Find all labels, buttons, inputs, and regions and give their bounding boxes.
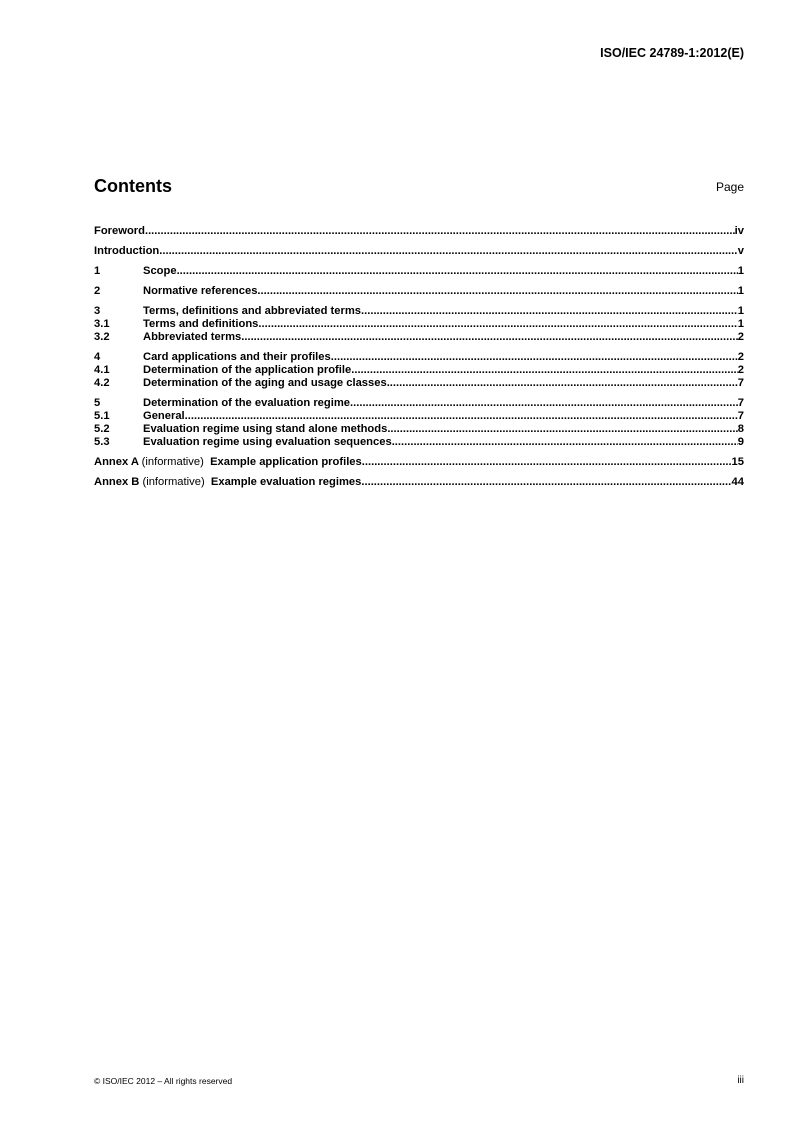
annex-title: Example evaluation regimes	[210, 476, 362, 488]
annex-type: (informative)	[141, 456, 204, 468]
toc-entry-title: General	[143, 410, 185, 422]
toc-entry-3-2[interactable]	[94, 331, 744, 344]
toc-entry-title: Normative references	[143, 285, 258, 297]
toc-entry-2[interactable]	[94, 285, 744, 298]
toc-entry-number: 3.1	[94, 318, 110, 330]
toc-entry-page: 2	[737, 364, 744, 376]
toc-entry-number: 1	[94, 265, 101, 277]
toc-entry-page: 9	[737, 436, 744, 448]
toc-entry-page: 2	[737, 351, 744, 363]
toc-entry-title: Evaluation regime using evaluation sequences	[143, 436, 392, 448]
toc-leader-dots	[185, 410, 738, 423]
toc-leader-dots	[387, 423, 737, 436]
toc-entry-number: 5	[94, 397, 101, 409]
toc-entry-1[interactable]	[94, 265, 744, 278]
toc-leader-dots	[177, 265, 738, 278]
contents-heading: Contents	[94, 176, 172, 196]
toc-entry-5[interactable]	[94, 397, 744, 410]
toc-entry-3-1[interactable]	[94, 318, 744, 331]
toc-leader-dots	[159, 245, 738, 258]
toc-annex-title	[94, 456, 362, 469]
toc-entry-page: 1	[737, 318, 744, 330]
toc-leader-dots	[361, 305, 738, 318]
toc-entry-foreword[interactable]	[94, 225, 744, 238]
toc-entry-5-2[interactable]	[94, 423, 744, 436]
toc-entry-number: 3	[94, 305, 101, 317]
toc-entry-page: 1	[737, 265, 744, 277]
toc-entry-page: 2	[737, 331, 744, 343]
toc-entry-number: 2	[94, 285, 101, 297]
toc-entry-title: Determination of the application profile	[143, 364, 352, 376]
toc-entry-number: 4.2	[94, 377, 110, 389]
toc-entry-5-3[interactable]	[94, 436, 744, 449]
toc-entry-page: v	[737, 245, 744, 257]
toc-leader-dots	[258, 318, 737, 331]
toc-leader-dots	[145, 225, 735, 238]
toc-leader-dots	[387, 377, 738, 390]
toc-entry-4[interactable]	[94, 351, 744, 364]
toc-leader-dots	[241, 331, 738, 344]
toc-entry-number: 4.1	[94, 364, 110, 376]
toc-leader-dots	[392, 436, 738, 449]
toc-entry-number: 5.2	[94, 423, 110, 435]
toc-entry-title: Card applications and their profiles	[143, 351, 331, 363]
toc-entry-page: 8	[737, 423, 744, 435]
toc-entry-page: 1	[737, 285, 744, 297]
toc-entry-page: 7	[737, 410, 744, 422]
page-number: iii	[737, 1075, 744, 1086]
toc-entry-title: Determination of the evaluation regime	[143, 397, 351, 409]
toc-entry-title: Evaluation regime using stand alone methods	[143, 423, 388, 435]
toc-entry-title: Terms, definitions and abbreviated terms	[143, 305, 362, 317]
toc-entry-number: 3.2	[94, 331, 110, 343]
toc-entry-introduction[interactable]	[94, 245, 744, 258]
toc-leader-dots	[350, 397, 738, 410]
toc-entry-title: Determination of the aging and usage classes	[143, 377, 387, 389]
toc-entry-title: Scope	[143, 265, 177, 277]
toc-entry-3[interactable]	[94, 305, 744, 318]
toc-entry-page: iv	[734, 225, 744, 237]
annex-label: Annex B	[94, 476, 140, 488]
copyright-notice: © ISO/IEC 2012 – All rights reserved	[94, 1076, 233, 1086]
toc-entry-4-2[interactable]	[94, 377, 744, 390]
toc-entry-number: 5.3	[94, 436, 110, 448]
toc-entry-5-1[interactable]	[94, 410, 744, 423]
toc-entry-page: 44	[731, 476, 744, 488]
toc-leader-dots	[331, 351, 738, 364]
toc-entry-page: 1	[737, 305, 744, 317]
toc-annex-title	[94, 476, 361, 489]
toc-entry-page: 7	[737, 377, 744, 389]
annex-label: Annex A	[94, 456, 139, 468]
toc-leader-dots	[362, 456, 732, 469]
toc-entry-number: 5.1	[94, 410, 110, 422]
table-of-contents	[94, 225, 744, 489]
toc-entry-annex-a[interactable]	[94, 456, 744, 469]
page-column-label: Page	[715, 180, 744, 194]
toc-entry-title: Terms and definitions	[143, 318, 259, 330]
toc-entry-page: 7	[737, 397, 744, 409]
annex-title: Example application profiles	[210, 456, 362, 468]
toc-leader-dots	[257, 285, 737, 298]
toc-entry-title: Abbreviated terms	[143, 331, 242, 343]
document-id: ISO/IEC 24789-1:2012(E)	[600, 46, 744, 60]
toc-entry-title: Introduction	[94, 245, 160, 257]
toc-entry-number: 4	[94, 351, 101, 363]
toc-entry-annex-b[interactable]	[94, 476, 744, 489]
toc-entry-page: 15	[731, 456, 744, 468]
toc-leader-dots	[351, 364, 738, 377]
toc-leader-dots	[361, 476, 731, 489]
annex-type: (informative)	[142, 476, 205, 488]
toc-entry-4-1[interactable]	[94, 364, 744, 377]
toc-entry-title: Foreword	[94, 225, 145, 237]
